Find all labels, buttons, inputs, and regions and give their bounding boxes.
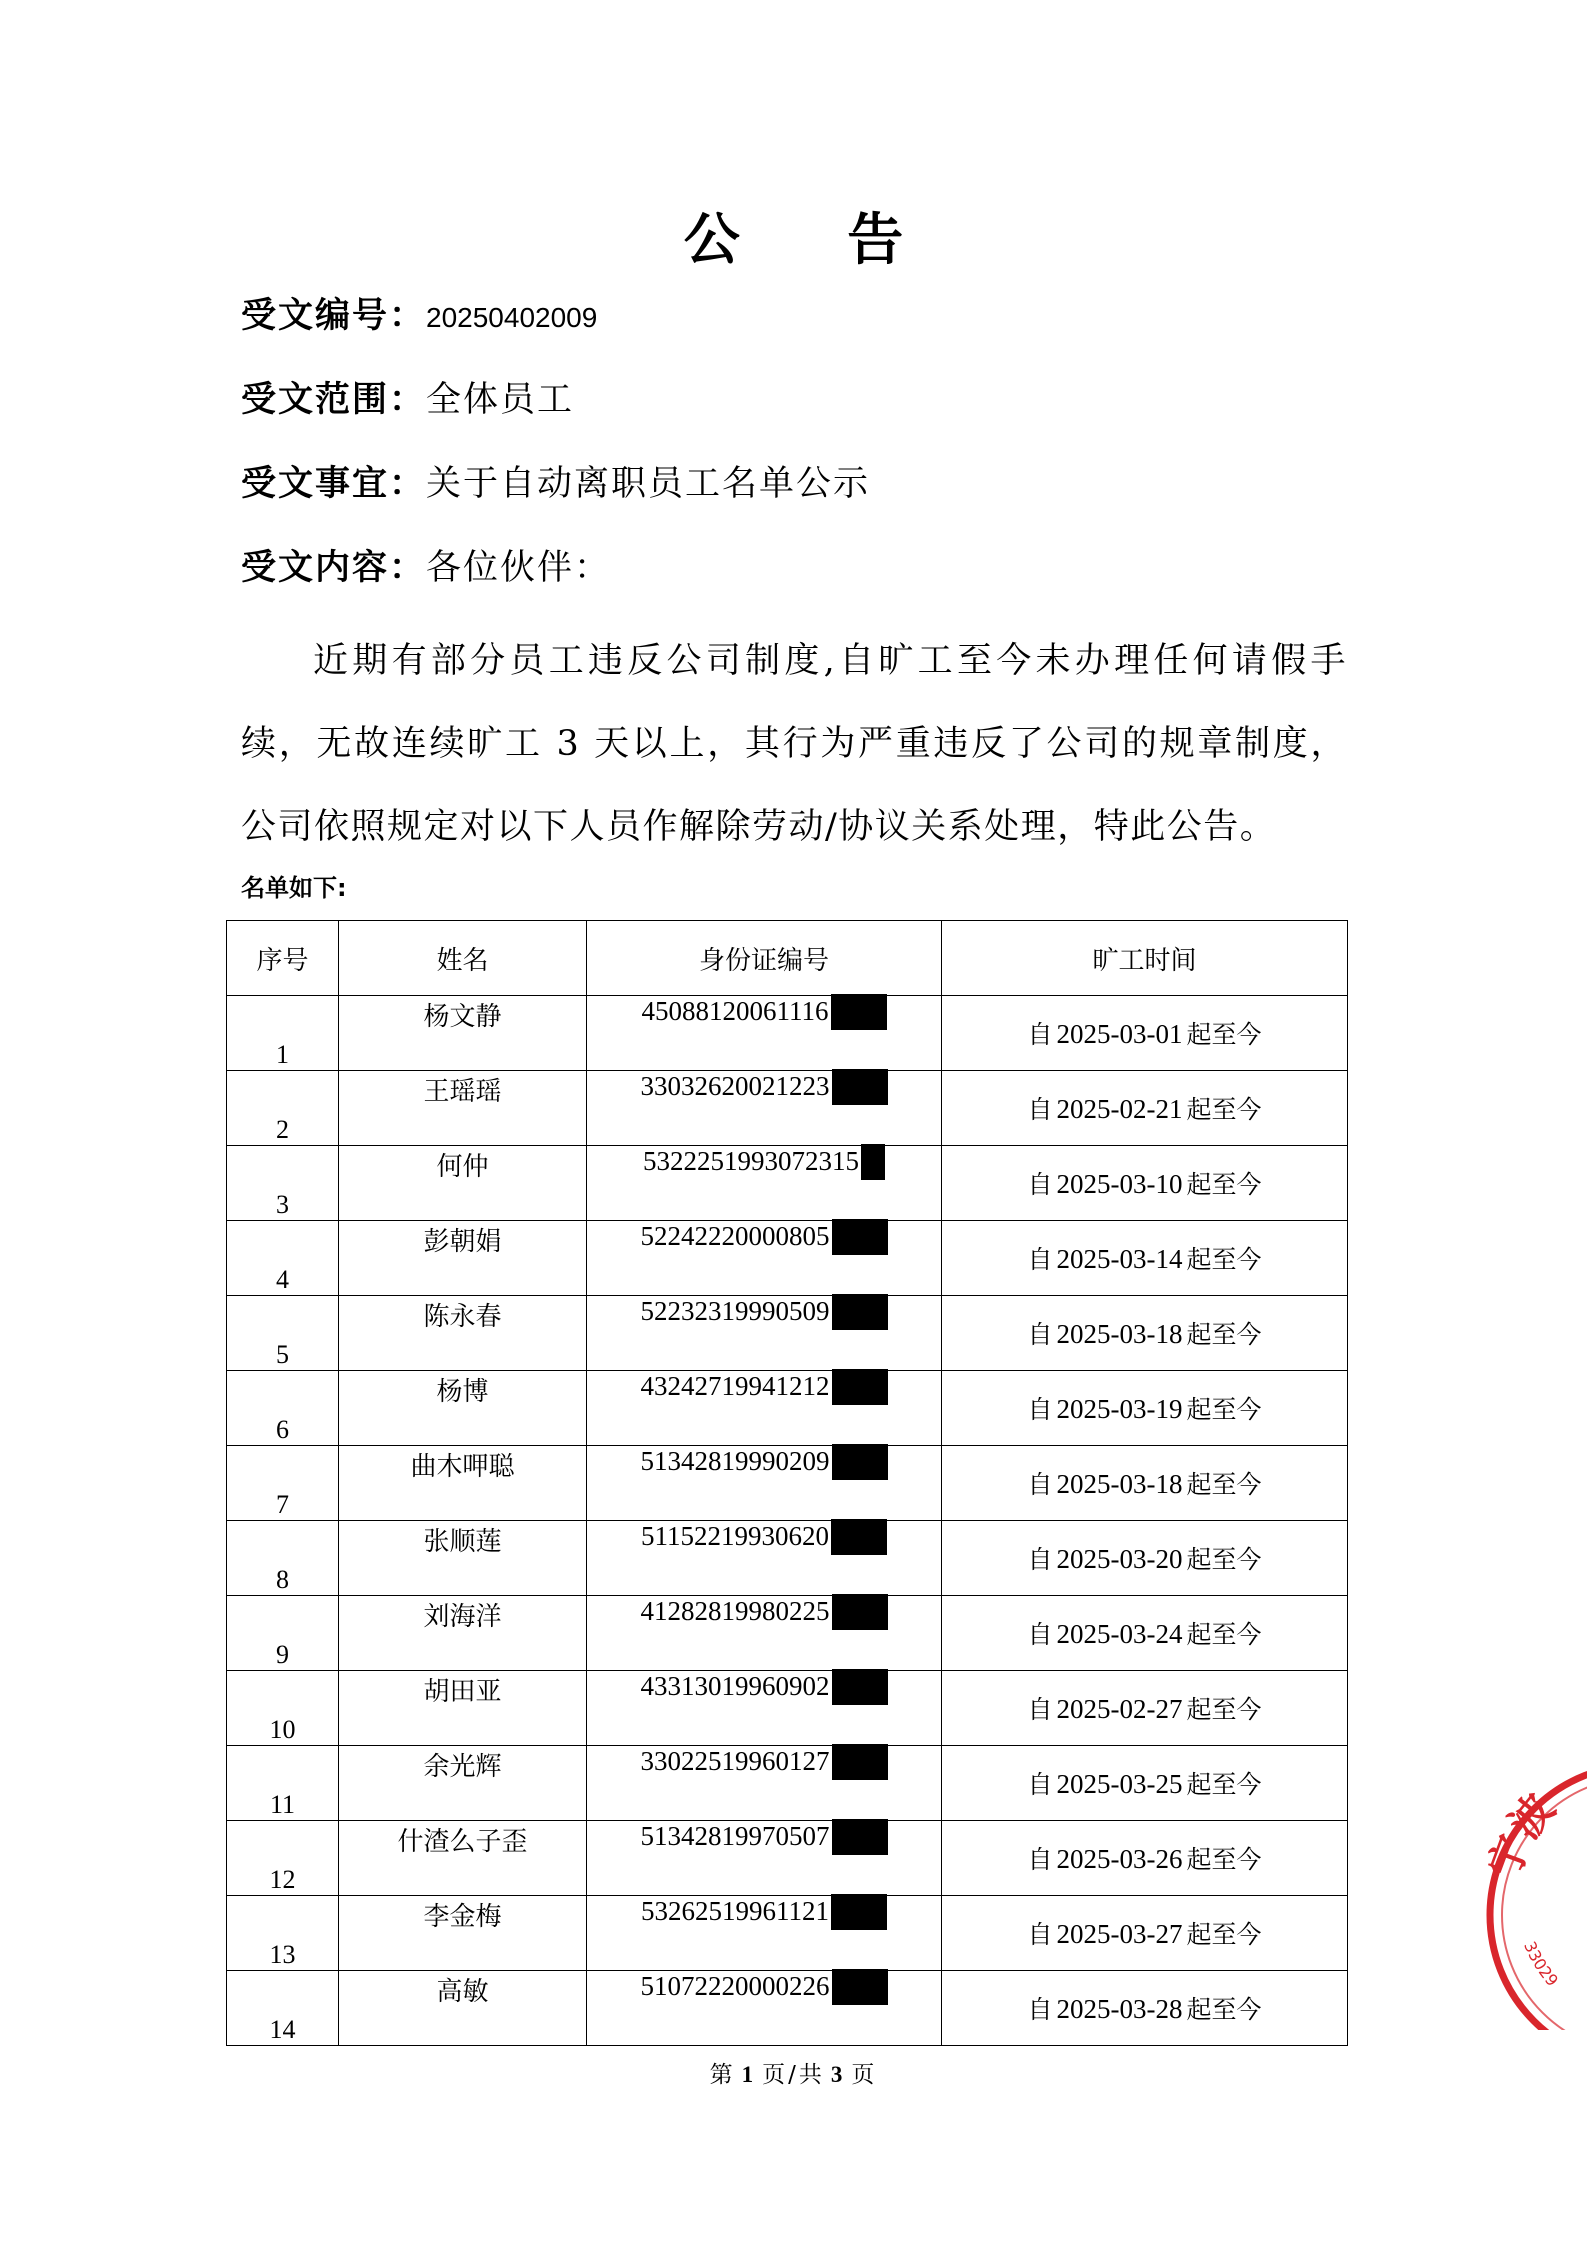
id-cell (587, 1671, 942, 1746)
table-row (227, 1971, 1348, 2046)
table-header-row (227, 921, 1348, 996)
meta-label: 受文编号： (241, 296, 427, 336)
id-wrap (641, 1596, 888, 1630)
id-cell (587, 1521, 942, 1596)
meta-value: 全体员工 (426, 380, 575, 420)
id-cell (587, 1296, 942, 1371)
redaction-block (832, 1294, 888, 1330)
seal-text (1479, 1784, 1564, 1884)
date-value: 2025-03-01 (1056, 1019, 1183, 1049)
id-number: 52242220000805 (640, 1221, 830, 1251)
redaction-block (832, 1594, 888, 1630)
date-value: 2025-03-18 (1056, 1319, 1183, 1349)
absence-date-cell (942, 1746, 1348, 1821)
absence-date-cell (942, 1521, 1348, 1596)
id-wrap (641, 1371, 888, 1405)
id-number: 5322251993072315 (643, 1146, 859, 1176)
id-cell (587, 1971, 942, 2046)
employee-name: 张顺莲 (339, 1521, 587, 1596)
date-suffix: 起至今 (1186, 1620, 1262, 1649)
id-number: 33022519960127 (640, 1746, 830, 1776)
row-number: 11 (227, 1746, 339, 1821)
footer-current-page: 1 (741, 2062, 757, 2087)
meta-row (241, 544, 611, 592)
absence-date (1027, 1845, 1261, 1874)
date-prefix: 自 (1027, 1770, 1053, 1799)
redaction-block (832, 1444, 888, 1480)
redaction-block (861, 1144, 885, 1180)
document-title: 公 告 (683, 208, 948, 273)
employee-name: 曲木呷聪 (339, 1446, 587, 1521)
row-number: 9 (227, 1596, 339, 1671)
redaction-block (832, 1819, 888, 1855)
date-prefix: 自 (1027, 1095, 1053, 1124)
seal-number (1520, 1939, 1562, 1991)
date-suffix: 起至今 (1186, 1470, 1262, 1499)
date-prefix: 自 (1027, 1845, 1053, 1874)
date-prefix: 自 (1027, 1170, 1053, 1199)
date-value: 2025-03-24 (1056, 1619, 1183, 1649)
id-cell (587, 1371, 942, 1446)
absence-date (1027, 1395, 1261, 1424)
page-footer (0, 2056, 1587, 2089)
date-value: 2025-03-18 (1056, 1469, 1183, 1499)
seal-graphic (1475, 1700, 1587, 2030)
date-value: 2025-03-10 (1056, 1169, 1183, 1199)
id-number: 51342819990209 (640, 1446, 830, 1476)
meta-value: 关于自动离职员工名单公示 (426, 464, 871, 504)
date-suffix: 起至今 (1186, 1170, 1262, 1199)
table-row (227, 1221, 1348, 1296)
row-number: 3 (227, 1146, 339, 1221)
date-prefix: 自 (1027, 1395, 1053, 1424)
employee-name: 余光辉 (339, 1746, 587, 1821)
employee-name: 刘海洋 (339, 1596, 587, 1671)
employee-name: 李金梅 (339, 1896, 587, 1971)
table-row (227, 1821, 1348, 1896)
meta-value: 20250402009 (426, 302, 598, 333)
redaction-block (832, 1744, 888, 1780)
id-number: 33032620021223 (640, 1071, 830, 1101)
date-prefix: 自 (1027, 1020, 1053, 1049)
employee-table (226, 920, 1348, 2046)
id-wrap (641, 1221, 888, 1255)
employee-name: 陈永春 (339, 1296, 587, 1371)
employee-name: 高敏 (339, 1971, 587, 2046)
id-number: 51072220000226 (640, 1971, 830, 2001)
employee-name: 杨文静 (339, 996, 587, 1071)
date-suffix: 起至今 (1186, 1995, 1262, 2024)
id-wrap (641, 1821, 888, 1855)
id-cell (587, 996, 942, 1071)
absence-date-cell (942, 1821, 1348, 1896)
absence-date (1027, 1695, 1261, 1724)
footer-suffix: 页 (851, 2062, 878, 2088)
id-wrap (641, 1296, 888, 1330)
footer-prefix: 第 (709, 2062, 736, 2088)
absence-date-cell (942, 1596, 1348, 1671)
id-number: 43242719941212 (640, 1371, 830, 1401)
row-number: 6 (227, 1371, 339, 1446)
redaction-block (831, 1519, 887, 1555)
date-prefix: 自 (1027, 1245, 1053, 1274)
date-suffix: 起至今 (1186, 1920, 1262, 1949)
date-prefix: 自 (1027, 1620, 1053, 1649)
id-number: 45088120061116 (641, 996, 829, 1026)
id-cell (587, 1746, 942, 1821)
employee-name: 王瑶瑶 (339, 1071, 587, 1146)
table-row (227, 1521, 1348, 1596)
header-no: 序号 (227, 921, 339, 996)
meta-row (241, 292, 597, 342)
absence-date-cell (942, 1971, 1348, 2046)
table-row (227, 1146, 1348, 1221)
id-cell (587, 1446, 942, 1521)
id-cell (587, 1896, 942, 1971)
date-suffix: 起至今 (1186, 1320, 1262, 1349)
employee-name: 何仲 (339, 1146, 587, 1221)
date-value: 2025-03-19 (1056, 1394, 1183, 1424)
employee-name: 什渣么子歪 (339, 1821, 587, 1896)
redaction-block (832, 1369, 888, 1405)
footer-middle: 页/共 (762, 2062, 825, 2088)
meta-row (241, 460, 870, 508)
redaction-block (832, 1669, 888, 1705)
absence-date (1027, 1170, 1261, 1199)
id-number: 43313019960902 (640, 1671, 830, 1701)
row-number: 13 (227, 1896, 339, 1971)
seal-number-path: 33029 (1520, 1938, 1563, 1991)
absence-date (1027, 1245, 1261, 1274)
id-cell (587, 1071, 942, 1146)
id-wrap (641, 1521, 887, 1555)
absence-date-cell (942, 996, 1348, 1071)
row-number: 1 (227, 996, 339, 1071)
date-value: 2025-03-26 (1056, 1844, 1183, 1874)
absence-date-cell (942, 1071, 1348, 1146)
date-value: 2025-03-20 (1056, 1544, 1183, 1574)
row-number: 12 (227, 1821, 339, 1896)
seal-text-path: 宁波 (1478, 1784, 1565, 1885)
row-number: 5 (227, 1296, 339, 1371)
footer-total-pages: 3 (830, 2062, 846, 2087)
row-number: 14 (227, 1971, 339, 2046)
date-suffix: 起至今 (1186, 1845, 1262, 1874)
date-suffix: 起至今 (1186, 1770, 1262, 1799)
employee-name: 杨博 (339, 1371, 587, 1446)
table-row (227, 1671, 1348, 1746)
id-cell (587, 1146, 942, 1221)
absence-date (1027, 1770, 1261, 1799)
date-value: 2025-03-25 (1056, 1769, 1183, 1799)
redaction-block (832, 1969, 888, 2005)
date-value: 2025-03-14 (1056, 1244, 1183, 1274)
id-wrap (641, 1971, 888, 2005)
absence-date-cell (942, 1446, 1348, 1521)
row-number: 4 (227, 1221, 339, 1296)
absence-date (1027, 1020, 1261, 1049)
date-value: 2025-02-21 (1056, 1094, 1183, 1124)
table-row (227, 1746, 1348, 1821)
date-prefix: 自 (1027, 1320, 1053, 1349)
id-wrap (641, 1896, 887, 1930)
id-wrap (641, 1671, 888, 1705)
employee-name: 彭朝娟 (339, 1221, 587, 1296)
meta-label: 受文事宜： (241, 464, 427, 504)
table-row (227, 1446, 1348, 1521)
id-number: 51152219930620 (641, 1521, 829, 1551)
date-prefix: 自 (1027, 1695, 1053, 1724)
id-cell (587, 1221, 942, 1296)
redaction-block (832, 1219, 888, 1255)
absence-date-cell (942, 1296, 1348, 1371)
table-row (227, 1596, 1348, 1671)
absence-date (1027, 1470, 1261, 1499)
id-number: 53262519961121 (641, 1896, 829, 1926)
absence-date (1027, 1920, 1261, 1949)
redaction-block (831, 994, 887, 1030)
absence-date (1027, 1995, 1261, 2024)
id-wrap (641, 1071, 888, 1105)
date-suffix: 起至今 (1186, 1695, 1262, 1724)
id-wrap (643, 1146, 885, 1180)
id-cell (587, 1596, 942, 1671)
id-wrap (641, 1446, 888, 1480)
absence-date (1027, 1620, 1261, 1649)
table-row (227, 996, 1348, 1071)
absence-date (1027, 1545, 1261, 1574)
table-row (227, 1296, 1348, 1371)
id-cell (587, 1821, 942, 1896)
row-number: 7 (227, 1446, 339, 1521)
id-wrap (641, 1746, 888, 1780)
table-row (227, 1371, 1348, 1446)
date-prefix: 自 (1027, 1470, 1053, 1499)
date-suffix: 起至今 (1186, 1095, 1262, 1124)
meta-label: 受文内容： (241, 548, 427, 588)
date-suffix: 起至今 (1186, 1245, 1262, 1274)
date-value: 2025-03-27 (1056, 1919, 1183, 1949)
meta-row (241, 376, 574, 424)
meta-value: 各位伙伴： (426, 548, 612, 588)
id-number: 41282819980225 (640, 1596, 830, 1626)
table-body (227, 996, 1348, 2046)
redaction-block (832, 1069, 888, 1105)
row-number: 10 (227, 1671, 339, 1746)
table-row (227, 1071, 1348, 1146)
id-number: 51342819970507 (640, 1821, 830, 1851)
date-suffix: 起至今 (1186, 1395, 1262, 1424)
date-suffix: 起至今 (1186, 1020, 1262, 1049)
date-value: 2025-03-28 (1056, 1994, 1183, 2024)
absence-date-cell (942, 1671, 1348, 1746)
header-id: 身份证编号 (587, 921, 942, 996)
row-number: 8 (227, 1521, 339, 1596)
company-seal (1475, 1700, 1587, 2030)
header-absence-date: 旷工时间 (942, 921, 1348, 996)
absence-date-cell (942, 1146, 1348, 1221)
date-prefix: 自 (1027, 1545, 1053, 1574)
absence-date (1027, 1095, 1261, 1124)
absence-date-cell (942, 1371, 1348, 1446)
absence-date (1027, 1320, 1261, 1349)
date-value: 2025-02-27 (1056, 1694, 1183, 1724)
table-row (227, 1896, 1348, 1971)
meta-label: 受文范围： (241, 380, 427, 420)
row-number: 2 (227, 1071, 339, 1146)
date-prefix: 自 (1027, 1920, 1053, 1949)
body-paragraph: 近期有部分员工违反公司制度,自旷工至今未办理任何请假手续，无故连续旷工 3 天以上，其行为严重违反了公司的规章制度，公司依照规定对以下人员作解除劳动/协议关系处理，特此公告。 (241, 641, 1347, 847)
header-name: 姓名 (339, 921, 587, 996)
list-heading: 名单如下: (241, 874, 347, 902)
employee-name: 胡田亚 (339, 1671, 587, 1746)
absence-date-cell (942, 1896, 1348, 1971)
id-wrap (642, 996, 887, 1030)
date-prefix: 自 (1027, 1995, 1053, 2024)
date-suffix: 起至今 (1186, 1545, 1262, 1574)
id-number: 52232319990509 (640, 1296, 830, 1326)
absence-date-cell (942, 1221, 1348, 1296)
redaction-block (831, 1894, 887, 1930)
